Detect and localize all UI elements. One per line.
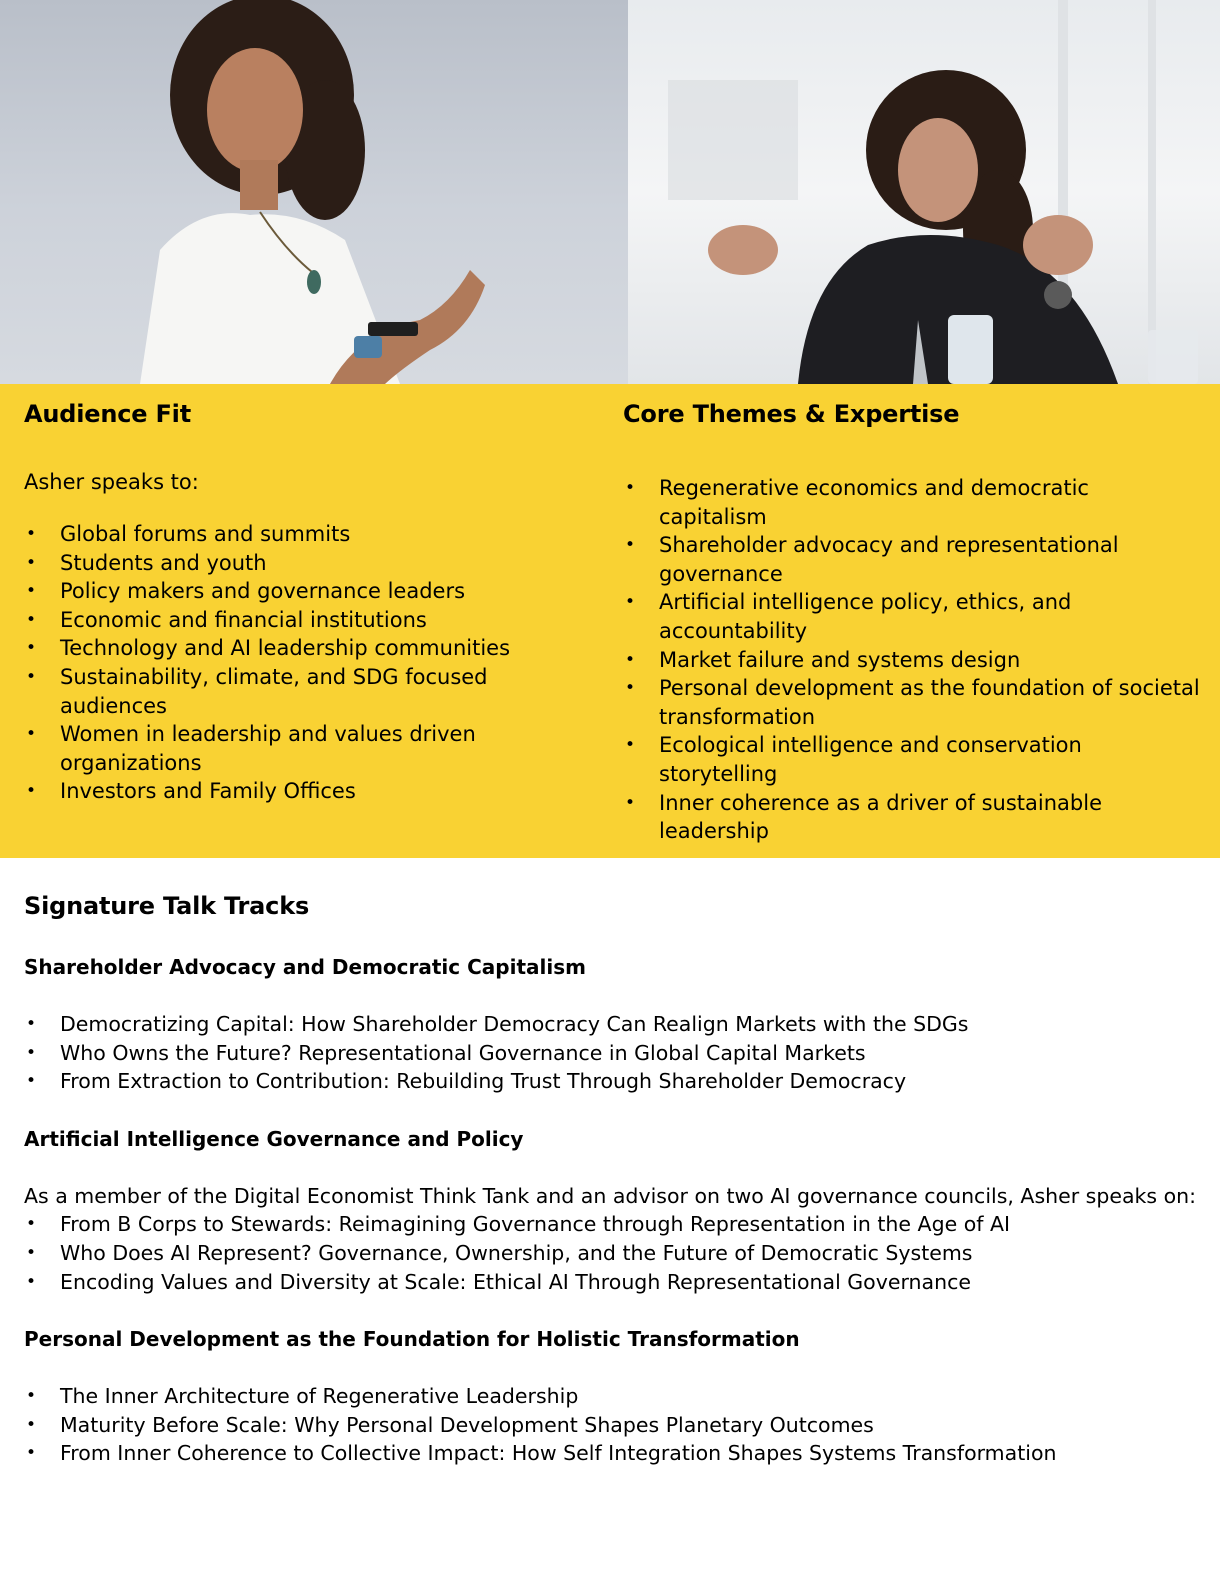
list-item: • From Inner Coherence to Collective Impact: How Self Integration Shapes Systems Transformation: [24, 1439, 1204, 1468]
list-item: • Shareholder advocacy and representational governance: [623, 531, 1203, 588]
list-item: • Students and youth: [24, 549, 594, 578]
list-item: • From Extraction to Contribution: Rebuilding Trust Through Shareholder Democracy: [24, 1067, 1204, 1096]
audience-fit-title: Audience Fit: [24, 400, 191, 428]
audience-fit-section: [24, 398, 594, 806]
list-item: • Who Does AI Represent? Governance, Ownership, and the Future of Democratic Systems: [24, 1239, 1204, 1268]
track-paragraph: As a member of the Digital Economist Think Tank and an advisor on two AI governance councils, Asher speaks on:: [24, 1183, 1197, 1208]
track-personal-development: [24, 1324, 1204, 1468]
list-item: • Democratizing Capital: How Shareholder Democracy Can Realign Markets with the SDGs: [24, 1010, 1204, 1039]
list-item: • Policy makers and governance leaders: [24, 577, 594, 606]
list-item: • Maturity Before Scale: Why Personal Development Shapes Planetary Outcomes: [24, 1411, 1204, 1440]
list-item: • Regenerative economics and democratic capitalism: [623, 474, 1203, 531]
list-item: • Inner coherence as a driver of sustainable leadership: [623, 789, 1203, 846]
speaker-photo-panel-illustration: [628, 0, 1220, 384]
list-item: • Personal development as the foundation of societal transformation: [623, 674, 1203, 731]
list-item: • Technology and AI leadership communities: [24, 634, 594, 663]
core-themes-list: [623, 474, 1203, 846]
yellow-info-band: [0, 384, 1220, 858]
core-themes-title: Core Themes & Expertise: [623, 400, 960, 428]
list-item: • Encoding Values and Diversity at Scale: Ethical AI Through Representational Governance: [24, 1268, 1204, 1297]
speaker-photo-panel: [628, 0, 1220, 384]
track-ai-governance: [24, 1124, 1204, 1296]
audience-fit-intro: Asher speaks to:: [24, 470, 199, 494]
signature-talk-tracks-title: Signature Talk Tracks: [24, 892, 310, 920]
track-talk-list: [24, 1010, 1204, 1096]
list-item: • Ecological intelligence and conservation storytelling: [623, 731, 1203, 788]
speaker-photo-presenting-illustration: [0, 0, 628, 384]
list-item: • Economic and financial institutions: [24, 606, 594, 635]
list-item: • Artificial intelligence policy, ethics, and accountability: [623, 588, 1203, 645]
list-item: • Market failure and systems design: [623, 646, 1203, 675]
speaker-photo-presenting: [0, 0, 628, 384]
signature-talk-tracks-section: [24, 890, 1204, 1496]
list-item: • Women in leadership and values driven organizations: [24, 720, 594, 777]
list-item: • Who Owns the Future? Representational Governance in Global Capital Markets: [24, 1039, 1204, 1068]
list-item: • Sustainability, climate, and SDG focused audiences: [24, 663, 594, 720]
audience-fit-list: [24, 520, 594, 806]
track-talk-list: [24, 1382, 1204, 1468]
list-item: • From B Corps to Stewards: Reimagining Governance through Representation in the Age of AI: [24, 1210, 1204, 1239]
track-talk-list: [24, 1210, 1204, 1296]
track-heading: Shareholder Advocacy and Democratic Capitalism: [24, 955, 586, 979]
list-item: • The Inner Architecture of Regenerative Leadership: [24, 1382, 1204, 1411]
track-heading: Personal Development as the Foundation for Holistic Transformation: [24, 1327, 800, 1352]
list-item: • Global forums and summits: [24, 520, 594, 549]
photo-strip: [0, 0, 1220, 384]
track-shareholder-advocacy: [24, 952, 1204, 1096]
list-item: • Investors and Family Offices: [24, 777, 594, 806]
track-heading: Artificial Intelligence Governance and Policy: [24, 1126, 524, 1151]
core-themes-section: [623, 398, 1203, 846]
